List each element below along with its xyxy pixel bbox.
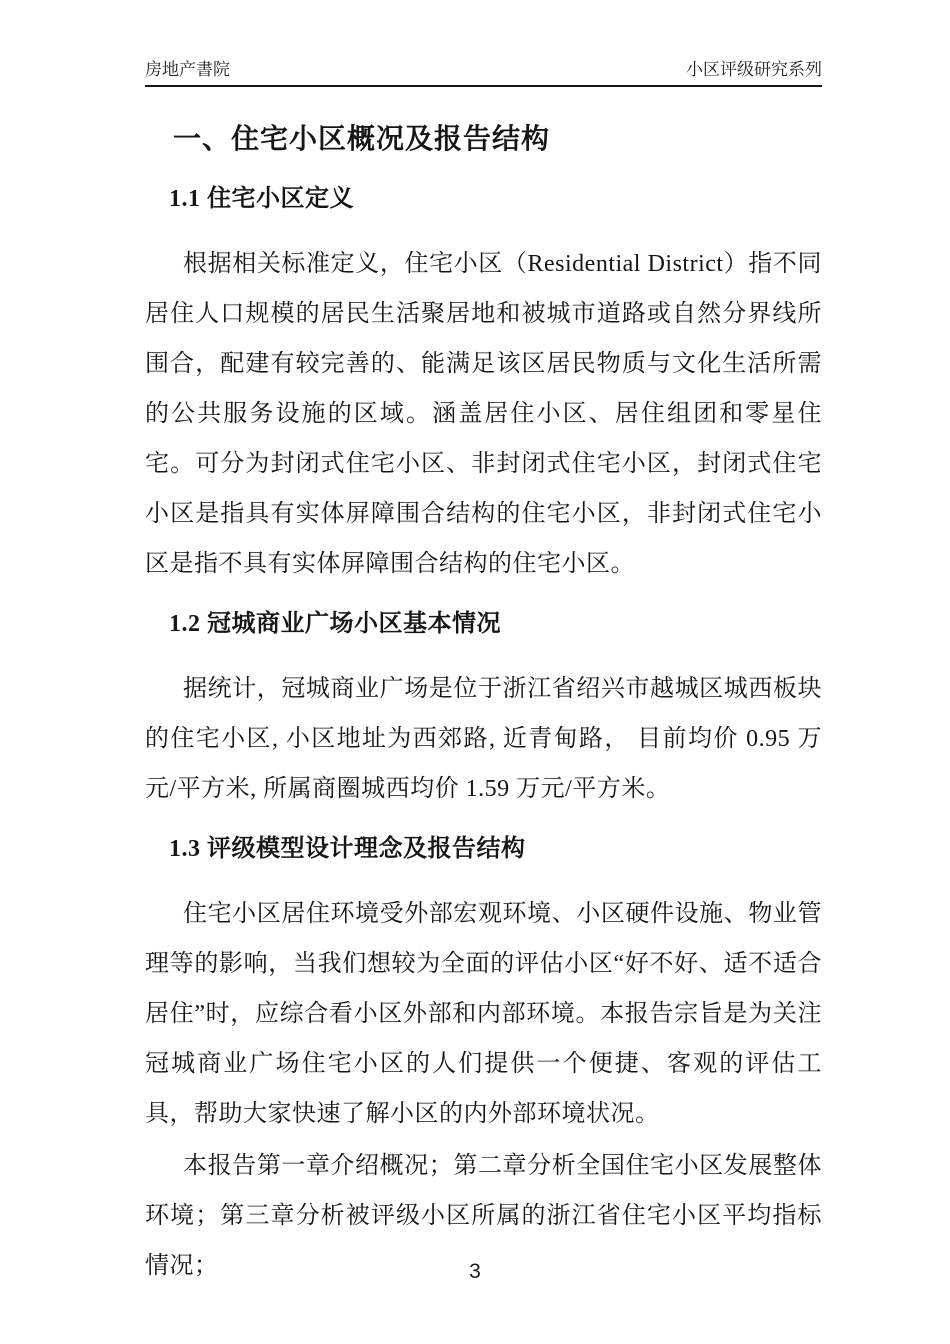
page-number: 3 (469, 1260, 481, 1283)
document-body (145, 90, 822, 1291)
header-left-text: 房地产書院 (145, 60, 230, 79)
header-right-text: 小区评级研究系列 (686, 60, 822, 79)
paragraph-basic-info: 据统计，冠城商业广场是位于浙江省绍兴市越城区城西板块的住宅小区, 小区地址为西郊路, 近青甸路， 目前均价 0.95 万元/平方米, 所属商圈城西均价 1.59 万元/平方米。 (145, 676, 822, 802)
section-heading-1-1: 1.1 住宅小区定义 (169, 186, 354, 212)
page-header (145, 59, 822, 87)
page-footer (0, 1260, 950, 1284)
paragraph-model-concept: 住宅小区居住环境受外部宏观环境、小区硬件设施、物业管理等的影响，当我们想较为全面的评估小区“好不好、适不适合居住”时，应综合看小区外部和内部环境。本报告宗旨是为关注冠城商业广场住宅小区的人们提供一个便捷、客观的评估工具，帮助大家快速了解小区的内外部环境状况。 (145, 901, 822, 1127)
paragraph-definition: 根据相关标准定义，住宅小区（Residential District）指不同居住人口规模的居民生活聚居地和被城市道路或自然分界线所围合，配建有较完善的、能满足该区居民物质与文化生活所需的公共服务设施的区域。涵盖居住小区、居住组团和零星住宅。可分为封闭式住宅小区、非封闭式住宅小区，封闭式住宅小区是指具有实体屏障围合结构的住宅小区，非封闭式住宅小区是指不具有实体屏障围合结构的住宅小区。 (145, 251, 822, 577)
section-heading-1-2: 1.2 冠城商业广场小区基本情况 (169, 611, 501, 637)
chapter-title: 一、住宅小区概况及报告结构 (173, 124, 551, 155)
paragraph-report-structure: 本报告第一章介绍概况；第二章分析全国住宅小区发展整体环境；第三章分析被评级小区所属的浙江省住宅小区平均指标情况； (145, 1153, 822, 1279)
section-heading-1-3: 1.3 评级模型设计理念及报告结构 (169, 836, 526, 862)
